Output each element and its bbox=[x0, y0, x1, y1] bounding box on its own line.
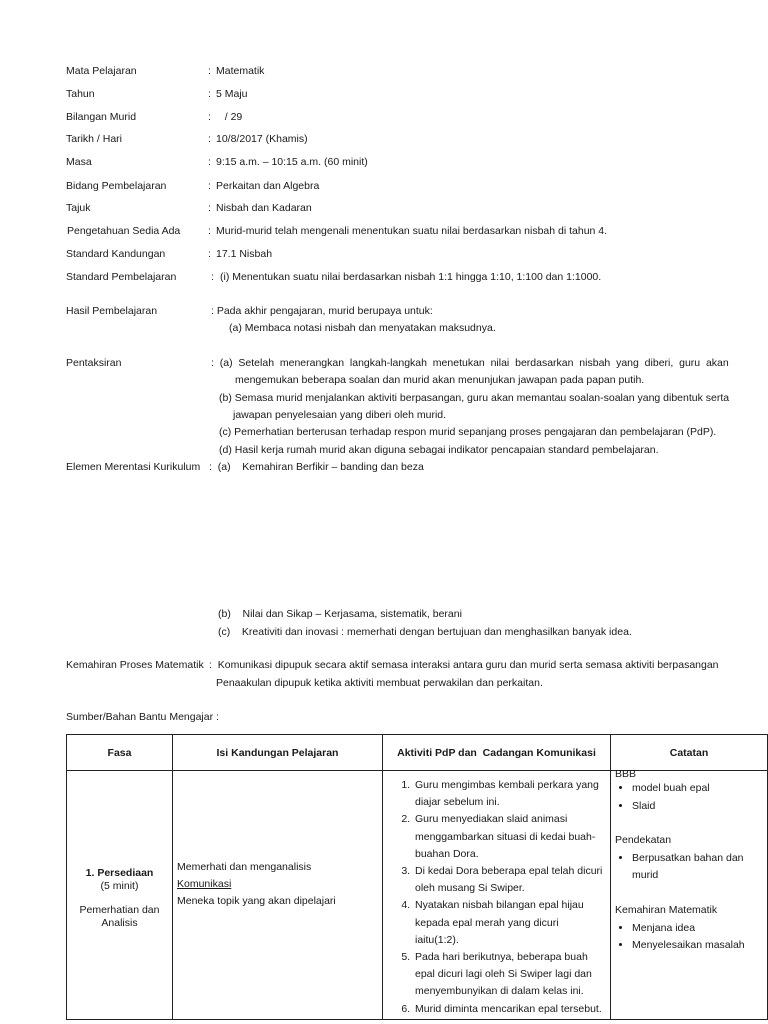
label-tarikh-hari: Tarikh / Hari bbox=[66, 133, 123, 145]
pentaksiran-line-b1: (b) Semasa murid menjalankan aktiviti berpasangan, guru akan memantau soalan-soalan yang dibentuk serta bbox=[219, 392, 730, 404]
fasa-cell bbox=[67, 771, 173, 1020]
bbb-title: BBB bbox=[615, 768, 637, 780]
header-isi-kandungan: Isi Kandungan Pelajaran bbox=[173, 735, 383, 771]
proses-line-1: : Komunikasi dipupuk secara aktif semasa interaksi antara guru dan murid serta semasa aktiviti berpasangan bbox=[209, 659, 719, 671]
aktiviti-item: 6. Murid diminta mencarikan epal tersebut. bbox=[413, 1001, 603, 1018]
header-catatan: Catatan bbox=[611, 735, 768, 771]
label-bilangan-murid: Bilangan Murid bbox=[66, 111, 137, 123]
list-item: • Slaid bbox=[632, 798, 766, 816]
colon: : bbox=[208, 248, 211, 260]
label-kemahiran-proses-matematik: Kemahiran Proses Matematik bbox=[66, 659, 204, 671]
label-elemen-merentasi-kurikulum: Elemen Merentasi Kurikulum bbox=[66, 461, 201, 473]
fasa-duration: (5 minit) bbox=[100, 879, 139, 892]
pendekatan-list bbox=[615, 850, 766, 885]
header-aktiviti: Aktiviti PdP dan Cadangan Komunikasi bbox=[383, 735, 611, 771]
elemen-item-b: (b) Nilai dan Sikap – Kerjasama, sistematik, berani bbox=[218, 608, 462, 620]
fasa-sub-1: Pemerhatian dan bbox=[79, 904, 160, 916]
value-bidang-pembelajaran: Perkaitan dan Algebra bbox=[216, 180, 320, 192]
value-masa: 9:15 a.m. – 10:15 a.m. (60 minit) bbox=[216, 156, 368, 168]
fasa-sub-2: Analisis bbox=[101, 916, 138, 929]
hasil-intro: : Pada akhir pengajaran, murid berupaya untuk: bbox=[211, 305, 433, 317]
label-standard-pembelajaran: Standard Pembelajaran bbox=[66, 271, 177, 283]
value-standard-pembelajaran: (i) Menentukan suatu nilai berdasarkan nisbah 1:1 hingga 1:10, 1:100 dan 1:1000. bbox=[220, 271, 602, 283]
elemen-item-c: (c) Kreativiti dan inovasi : memerhati dengan bertujuan dan menghasilkan banyak idea. bbox=[218, 626, 632, 638]
label-bidang-pembelajaran: Bidang Pembelajaran bbox=[66, 180, 167, 192]
colon: : bbox=[211, 271, 214, 283]
list-item: • Menjana idea bbox=[632, 920, 766, 938]
pendekatan-title: Pendekatan bbox=[615, 834, 672, 847]
list-item: • Berpusatkan bahan dan murid bbox=[632, 850, 766, 885]
kemahiran-matematik-title: Kemahiran Matematik bbox=[615, 903, 718, 916]
value-tarikh-hari: 10/8/2017 (Khamis) bbox=[216, 133, 308, 145]
aktiviti-item: 5. Pada hari berikutnya, beberapa buah epal dicuri lagi oleh Si Swiper lagi dan menyembunyikan di dalam kelas ini. bbox=[413, 949, 603, 1001]
isi-kandungan-cell bbox=[173, 771, 383, 1020]
label-tajuk: Tajuk bbox=[66, 202, 91, 214]
label-pentaksiran: Pentaksiran bbox=[66, 357, 122, 369]
value-pengetahuan-sedia-ada: Murid-murid telah mengenali menentukan suatu nilai berdasarkan nisbah di tahun 4. bbox=[216, 225, 608, 237]
value-mata-pelajaran: Matematik bbox=[216, 65, 265, 77]
header-fasa: Fasa bbox=[67, 735, 173, 771]
aktiviti-list bbox=[384, 772, 609, 1018]
value-bilangan-murid: / 29 bbox=[216, 111, 243, 123]
table-header-row bbox=[67, 735, 768, 771]
colon: : bbox=[208, 180, 211, 192]
proses-line-2: Penaakulan dipupuk ketika aktiviti membuat perwakilan dan perkaitan. bbox=[216, 677, 543, 689]
pentaksiran-line-d: (d) Hasil kerja rumah murid akan diguna sebagai indikator pencapaian standard pembelajaran. bbox=[219, 444, 659, 456]
aktiviti-cell bbox=[383, 771, 611, 1020]
label-pengetahuan-sedia-ada: Pengetahuan Sedia Ada bbox=[67, 225, 181, 237]
isi-line-3: Meneka topik yang akan dipelajari bbox=[177, 895, 336, 907]
aktiviti-item: 3. Di kedai Dora beberapa epal telah dicuri oleh musang Si Swiper. bbox=[413, 863, 603, 897]
pentaksiran-line-a2: mengemukan beberapa soalan dan murid akan menunjukan jawapan pada papan putih. bbox=[235, 374, 645, 386]
aktiviti-item: 2. Guru menyediakan slaid animasi menggambarkan situasi di kedai buah-buahan Dora. bbox=[413, 811, 603, 863]
colon: : bbox=[208, 65, 211, 77]
isi-line-1: Memerhati dan menganalisis bbox=[177, 861, 312, 873]
pentaksiran-line-c: (c) Pemerhatian berterusan terhadap respon murid sepanjang proses pengajaran dan pembelajaran (PdP). bbox=[219, 426, 717, 438]
colon: : bbox=[208, 88, 211, 100]
hasil-item-a: (a) Membaca notasi nisbah dan menyatakan maksudnya. bbox=[229, 322, 496, 334]
label-masa: Masa bbox=[66, 156, 92, 168]
pentaksiran-line-a1: : (a) Setelah menerangkan langkah-langkah menetukan nilai berdasarkan nisbah yang diberi, guru akan bbox=[211, 357, 729, 369]
isi-line-2: Komunikasi bbox=[177, 878, 232, 890]
colon: : bbox=[208, 111, 211, 123]
kemahiran-list bbox=[615, 920, 766, 955]
bbb-list bbox=[615, 780, 766, 815]
value-tajuk: Nisbah dan Kadaran bbox=[216, 202, 312, 214]
sumber-bahan-label: Sumber/Bahan Bantu Mengajar : bbox=[66, 711, 219, 723]
catatan-cell bbox=[611, 768, 768, 1020]
label-tahun: Tahun bbox=[66, 88, 95, 100]
label-mata-pelajaran: Mata Pelajaran bbox=[66, 65, 137, 77]
pentaksiran-line-b2: jawapan penyelesaian yang diberi oleh murid. bbox=[233, 409, 447, 421]
label-hasil-pembelajaran: Hasil Pembelajaran bbox=[66, 305, 158, 317]
colon: : bbox=[208, 133, 211, 145]
aktiviti-item: 1. Guru mengimbas kembali perkara yang diajar sebelum ini. bbox=[413, 777, 603, 811]
label-standard-kandungan: Standard Kandungan bbox=[66, 248, 166, 260]
fasa-title: 1. Persediaan bbox=[85, 867, 154, 879]
colon: : bbox=[208, 156, 211, 168]
lesson-plan-table bbox=[66, 734, 768, 1020]
list-item: • Menyelesaikan masalah bbox=[632, 937, 766, 955]
value-standard-kandungan: 17.1 Nisbah bbox=[216, 248, 273, 260]
table-row bbox=[67, 771, 768, 1020]
list-item: • model buah epal bbox=[632, 780, 766, 798]
colon: : bbox=[208, 225, 211, 237]
value-tahun: 5 Maju bbox=[216, 88, 248, 100]
elemen-item-a: : (a) Kemahiran Berfikir – banding dan beza bbox=[209, 461, 424, 473]
aktiviti-item: 4. Nyatakan nisbah bilangan epal hijau kepada epal merah yang dicuri iaitu(1:2). bbox=[413, 897, 603, 949]
colon: : bbox=[208, 202, 211, 214]
